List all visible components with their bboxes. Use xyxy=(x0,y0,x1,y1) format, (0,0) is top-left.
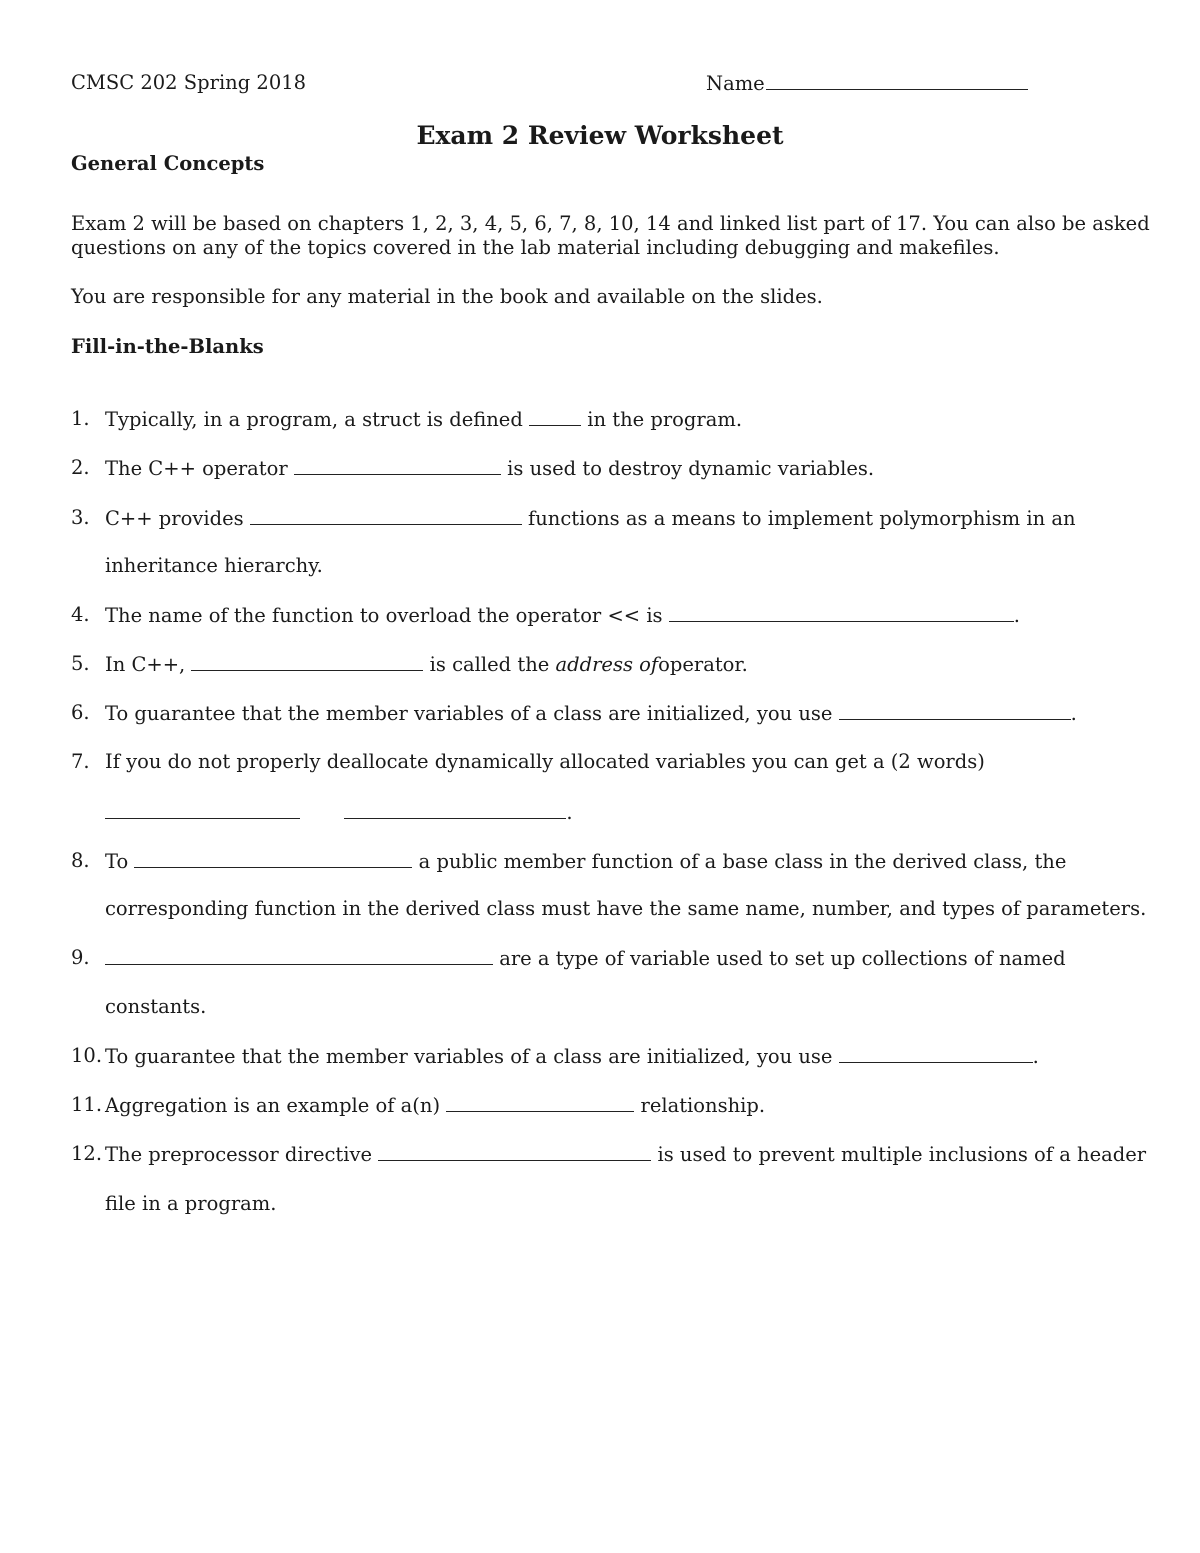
question-text: To guarantee that the member variables of a class are initialized, you use xyxy=(105,702,833,725)
question-7: If you do not properly deallocate dynamically allocated variables you can get a (2 words) xyxy=(105,750,985,773)
general-concepts-heading: General Concepts xyxy=(71,152,265,175)
answer-blank[interactable] xyxy=(105,800,300,819)
general-paragraph-line-1: Exam 2 will be based on chapters 1, 2, 3, 4, 5, 6, 7, 8, 10, 14 and linked list part of 17. You can also be asked xyxy=(71,212,1150,235)
question-number: 6. xyxy=(71,701,90,724)
answer-blank[interactable] xyxy=(250,506,522,525)
question-number: 12. xyxy=(71,1142,103,1165)
question-4 xyxy=(105,603,1020,627)
answer-blank[interactable] xyxy=(839,701,1071,720)
course-label: CMSC 202 Spring 2018 xyxy=(71,71,307,94)
answer-blank[interactable] xyxy=(529,407,581,426)
question-2 xyxy=(105,456,874,480)
question-text: C++ provides xyxy=(105,507,244,530)
question-text: The C++ operator xyxy=(105,457,288,480)
question-text: Aggregation is an example of a(n) xyxy=(105,1094,441,1117)
question-3 xyxy=(105,506,1076,530)
question-text: is called the xyxy=(429,653,550,676)
question-text: To xyxy=(105,850,129,873)
answer-blank[interactable] xyxy=(134,849,412,868)
general-paragraph-2: You are responsible for any material in the book and available on the slides. xyxy=(71,285,823,308)
question-number: 3. xyxy=(71,506,90,529)
question-9-continued: constants. xyxy=(105,995,207,1018)
question-12-continued: file in a program. xyxy=(105,1192,277,1215)
answer-blank[interactable] xyxy=(378,1142,651,1161)
name-blank[interactable] xyxy=(766,71,1028,90)
question-text: relationship. xyxy=(640,1094,766,1117)
question-text: a public member function of a base class in the derived class, the xyxy=(418,850,1067,873)
question-number: 1. xyxy=(71,407,90,430)
question-12 xyxy=(105,1142,1146,1166)
question-emphasis: address of xyxy=(555,653,659,676)
fill-in-blanks-heading: Fill-in-the-Blanks xyxy=(71,335,264,358)
question-number: 9. xyxy=(71,946,90,969)
question-text: The preprocessor directive xyxy=(105,1143,373,1166)
question-text: functions as a means to implement polymorphism in an xyxy=(528,507,1076,530)
question-text: in the program. xyxy=(587,408,743,431)
question-number: 7. xyxy=(71,750,90,773)
question-8 xyxy=(105,849,1066,873)
question-11 xyxy=(105,1093,765,1117)
answer-blank[interactable] xyxy=(191,652,423,671)
name-field-row xyxy=(706,71,1028,95)
answer-blank[interactable] xyxy=(446,1093,634,1112)
question-text: . xyxy=(566,801,573,824)
question-10 xyxy=(105,1044,1039,1068)
answer-blank[interactable] xyxy=(669,603,1014,622)
question-text: are a type of variable used to set up collections of named xyxy=(499,947,1066,970)
question-number: 10. xyxy=(71,1044,103,1067)
question-number: 8. xyxy=(71,849,90,872)
question-number: 5. xyxy=(71,652,90,675)
question-text: To guarantee that the member variables of a class are initialized, you use xyxy=(105,1045,833,1068)
question-number: 2. xyxy=(71,456,90,479)
general-paragraph-line-2: questions on any of the topics covered in the lab material including debugging and makefiles. xyxy=(71,236,1000,259)
question-1 xyxy=(105,407,742,431)
page-title: Exam 2 Review Worksheet xyxy=(416,121,784,150)
question-7-continued xyxy=(105,800,573,824)
question-text: is used to destroy dynamic variables. xyxy=(507,457,875,480)
question-number: 4. xyxy=(71,603,90,626)
question-text: In C++, xyxy=(105,653,186,676)
question-text: The name of the function to overload the operator << is xyxy=(105,604,663,627)
question-number: 11. xyxy=(71,1093,103,1116)
question-8-continued: corresponding function in the derived class must have the same name, number, and types of parameters. xyxy=(105,897,1147,920)
question-3-continued: inheritance hierarchy. xyxy=(105,554,323,577)
answer-blank[interactable] xyxy=(344,800,566,819)
question-text: . xyxy=(1070,702,1077,725)
question-text: Typically, in a program, a struct is defined xyxy=(105,408,523,431)
answer-blank[interactable] xyxy=(294,456,501,475)
name-label: Name xyxy=(706,72,765,95)
answer-blank[interactable] xyxy=(105,946,493,965)
question-6 xyxy=(105,701,1077,725)
question-text: . xyxy=(1032,1045,1039,1068)
question-text: . xyxy=(1013,604,1020,627)
answer-blank[interactable] xyxy=(839,1044,1033,1063)
question-5 xyxy=(105,652,748,676)
question-text: is used to prevent multiple inclusions of a header xyxy=(657,1143,1147,1166)
question-text: operator. xyxy=(658,653,748,676)
question-9 xyxy=(105,946,1066,970)
